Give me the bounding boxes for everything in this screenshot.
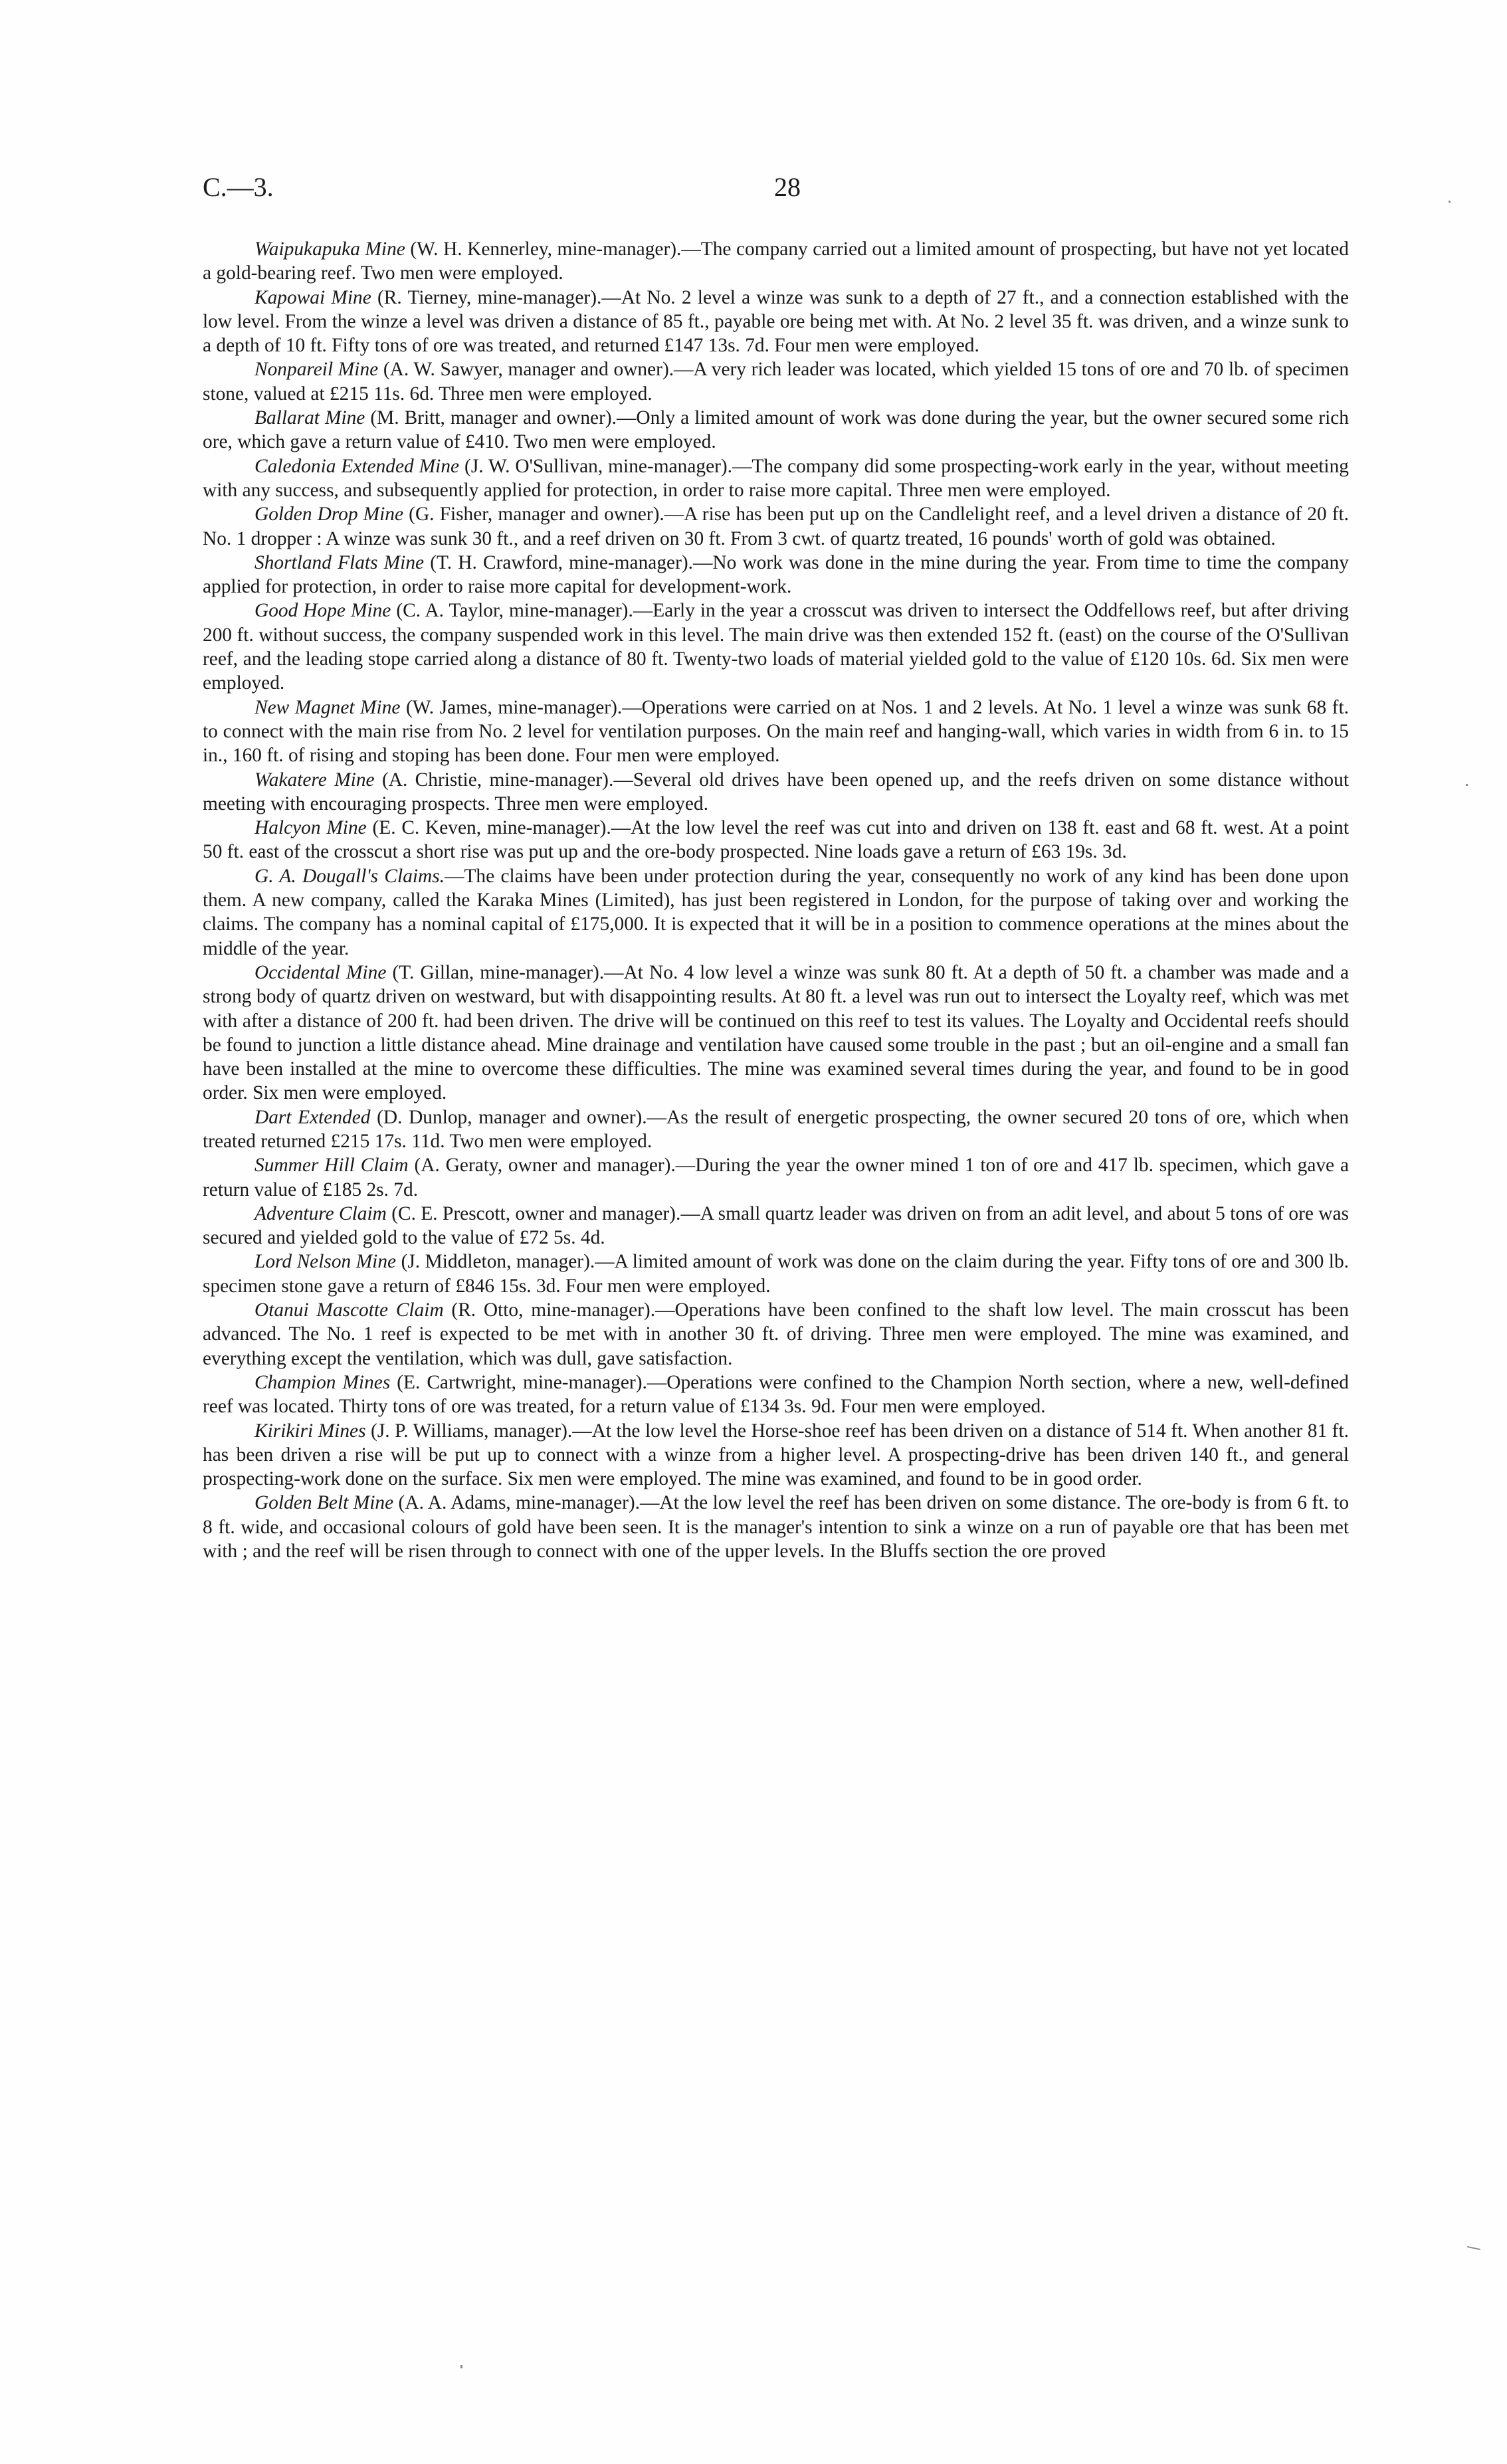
- mine-entry: [203, 1105, 1349, 1154]
- mine-report: (C. A. Taylor, mine-manager).—Early in the year a crosscut was driven to intersect the Oddfellows reef, but after driving 200 ft. without success, the company suspended work in this level. The main drive was then extended 152 ft. (east) on the course of the O'Sullivan reef, and the leading stope carried along a distance of 80 ft. Twenty-two loads of material yielded gold to the value of £120 10s. 6d. Six men were employed.: [203, 600, 1349, 694]
- mine-name: Otanui Mascotte Claim: [254, 1299, 444, 1321]
- mine-report: (W. James, mine-manager).—Operations were carried on at Nos. 1 and 2 levels. At No. 1 level a winze was sunk 68 ft. to connect with the main rise from No. 2 level for ventilation purposes. On the main reef and hanging-wall, which varies in width from 6 in. to 15 in., 160 ft. of rising and stoping has been done. Four men were employed.: [203, 696, 1349, 767]
- mine-report: (J. W. O'Sullivan, mine-manager).—The company did some prospecting-work early in the year, without meeting with any success, and subsequently applied for protection, in order to raise more capital. Three men were employed.: [203, 455, 1349, 501]
- mine-entry: [203, 1419, 1349, 1491]
- mine-name: Kirikiri Mines: [254, 1420, 366, 1442]
- scan-speck: [460, 2365, 462, 2368]
- mine-entry: [203, 599, 1349, 695]
- mine-name: Kapowai Mine: [254, 286, 371, 308]
- mine-name: Occidental Mine: [254, 961, 387, 983]
- mine-entry: [203, 551, 1349, 599]
- mine-name: Ballarat Mine: [254, 407, 365, 429]
- mine-report: (M. Britt, manager and owner).—Only a limited amount of work was done during the year, but the owner secured some rich ore, which gave a return value of £410. Two men were employed.: [203, 407, 1349, 453]
- mine-name: Champion Mines: [254, 1371, 391, 1393]
- mine-report: (A. A. Adams, mine-manager).—At the low level the reef has been driven on some distance. The ore-body is from 6 ft. to 8 ft. wide, and occasional colours of gold have been seen. It is the manager's intention to sink a winze on a run of payable ore that has been met with ; and the reef will be risen through to connect with one of the upper levels. In the Bluffs section the ore proved: [203, 1492, 1350, 1563]
- report-body: [203, 237, 1349, 1563]
- mine-name: Adventure Claim: [254, 1202, 387, 1224]
- mine-entry: [203, 1491, 1349, 1563]
- mine-name: New Magnet Mine: [254, 696, 401, 718]
- mine-entry: [203, 454, 1349, 503]
- scan-speck: [1467, 2246, 1480, 2250]
- mine-entry: [203, 1250, 1349, 1298]
- mine-entry: [203, 237, 1349, 286]
- scan-speck: [1466, 784, 1468, 786]
- mine-entry: [203, 406, 1349, 454]
- mine-entry: [203, 1202, 1349, 1250]
- mine-entry: [203, 696, 1349, 768]
- mine-name: Golden Belt Mine: [254, 1492, 394, 1514]
- mine-name: Shortland Flats Mine: [254, 551, 425, 573]
- mine-report: (R. Otto, mine-manager).—Operations have been confined to the shaft low level. The main crosscut has been advanced. The No. 1 reef is expected to be met with in another 30 ft. of driving. Three men were employed. The mine was examined, and everything except the ventilation, which was dull, gave satisfaction.: [203, 1299, 1349, 1369]
- page-number: 28: [774, 172, 801, 202]
- mine-name: Waipukapuka Mine: [254, 238, 405, 260]
- mine-report: (W. H. Kennerley, mine-manager).—The company carried out a limited amount of prospecting, but have not yet located a gold-bearing reef. Two men were employed.: [203, 238, 1349, 284]
- mine-entry: [203, 1371, 1349, 1419]
- mine-report: (R. Tierney, mine-manager).—At No. 2 level a winze was sunk to a depth of 27 ft., and a connection established with the low level. From the winze a level was driven a distance of 85 ft., payable ore being met with. At No. 2 level 35 ft. was driven, and a winze sunk to a depth of 10 ft. Fifty tons of ore was treated, and returned £147 13s. 7d. Four men were employed.: [203, 286, 1349, 357]
- mine-name: Caledonia Extended Mine: [254, 455, 460, 477]
- document-reference: C.—3.: [203, 172, 274, 202]
- mine-report: (A. Geraty, owner and manager).—During the year the owner mined 1 ton of ore and 417 lb. specimen, which gave a return value of £185 2s. 7d.: [203, 1155, 1349, 1200]
- page-header: [203, 171, 1359, 205]
- mine-entry: [203, 864, 1349, 961]
- mine-report: (E. C. Keven, mine-manager).—At the low level the reef was cut into and driven on 138 ft. east and 68 ft. west. At a point 50 ft. east of the crosscut a short rise was put up and the ore-body prospected. Nine loads gave a return of £63 19s. 3d.: [203, 817, 1349, 863]
- mine-report: (T. Gillan, mine-manager).—At No. 4 low level a winze was sunk 80 ft. At a depth of 50 ft. a chamber was made and a strong body of quartz driven on westward, but with disappointing results. At 80 ft. a level was run out to intersect the Loyalty reef, which was met with after a distance of 200 ft. had been driven. The drive will be continued on this reef to test its values. The Loyalty and Occidental reefs should be found to junction a little distance ahead. Mine drainage and ventilation have caused some trouble in the past ; but an oil-engine and a small fan have been installed at the mine to overcome these difficulties. The mine was examined several times during the year, and found to be in good order. Six men were employed.: [203, 961, 1349, 1104]
- mine-name: Halcyon Mine: [254, 817, 367, 839]
- mine-entry: [203, 357, 1349, 406]
- mine-report: —The claims have been under protection during the year, consequently no work of any kind has been done upon them. A new company, called the Karaka Mines (Limited), has just been registered in London, for the purpose of taking over and working the claims. The company has a nominal capital of £175,000. It is expected that it will be in a position to commence operations at the mines about the middle of the year.: [203, 865, 1349, 959]
- mine-entry: [203, 1298, 1349, 1371]
- mine-name: Wakatere Mine: [254, 769, 375, 791]
- mine-name: Dart Extended: [254, 1106, 371, 1128]
- mine-entry: [203, 502, 1349, 551]
- mine-name: Nonpareil Mine: [254, 359, 379, 381]
- mine-entry: [203, 286, 1349, 358]
- mine-entry: [203, 961, 1349, 1105]
- mine-entry: [203, 816, 1349, 864]
- mine-report: (A. Christie, mine-manager).—Several old drives have been opened up, and the reefs driven on some distance without meeting with encouraging prospects. Three men were employed.: [203, 769, 1349, 814]
- mine-name: Golden Drop Mine: [254, 504, 404, 525]
- mine-entry: [203, 1153, 1349, 1202]
- mine-name: Lord Nelson Mine: [254, 1251, 397, 1273]
- mine-entry: [203, 768, 1349, 816]
- scan-speck: [1449, 201, 1451, 203]
- mine-name: Good Hope Mine: [254, 600, 391, 622]
- mine-name: Summer Hill Claim: [254, 1155, 409, 1177]
- mine-report: (C. E. Prescott, owner and manager).—A small quartz leader was driven on from an adit level, and about 5 tons of ore was secured and yielded gold to the value of £72 5s. 4d.: [203, 1202, 1349, 1249]
- mine-report: (J. P. Williams, manager).—At the low level the Horse-shoe reef has been driven on a distance of 514 ft. When another 81 ft. has been driven a rise will be put up to connect with a winze from a higher level. A prospecting-drive has been driven 140 ft., and general prospecting-work done on the surface. Six men were employed. The mine was examined, and found to be in good order.: [203, 1420, 1349, 1490]
- mine-report: (A. W. Sawyer, manager and owner).—A very rich leader was located, which yielded 15 tons of ore and 70 lb. of specimen stone, valued at £215 11s. 6d. Three men were employed.: [203, 359, 1350, 405]
- mine-name: G. A. Dougall's Claims.: [254, 865, 445, 887]
- mine-report: (T. H. Crawford, mine-manager).—No work was done in the mine during the year. From time to time the company applied for protection, in order to raise more capital for development-work.: [203, 551, 1349, 598]
- mine-report: (G. Fisher, manager and owner).—A rise has been put up on the Candlelight reef, and a level driven a distance of 20 ft. No. 1 dropper : A winze was sunk 30 ft., and a reef driven on 30 ft. From 3 cwt. of quartz treated, 16 pounds' worth of gold was obtained.: [203, 504, 1349, 549]
- mine-report: (J. Middleton, manager).—A limited amount of work was done on the claim during the year. Fifty tons of ore and 300 lb. specimen stone gave a return of £846 15s. 3d. Four men were employed.: [203, 1251, 1349, 1297]
- mine-report: (D. Dunlop, manager and owner).—As the result of energetic prospecting, the owner secured 20 tons of ore, which when treated returned £215 17s. 11d. Two men were employed.: [203, 1106, 1349, 1152]
- mine-report: (E. Cartwright, mine-manager).—Operations were confined to the Champion North section, where a new, well-defined reef was located. Thirty tons of ore was treated, for a return value of £134 3s. 9d. Four men were employed.: [203, 1371, 1349, 1418]
